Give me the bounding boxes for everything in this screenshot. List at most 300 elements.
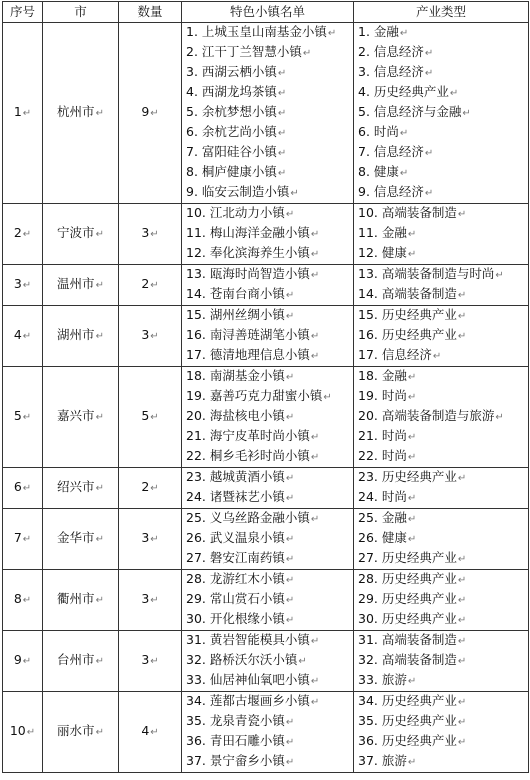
town-item [186, 488, 353, 508]
industry-item-text: 32. 高端装备制造 [358, 652, 457, 667]
town-list-cell [182, 306, 354, 367]
city-name-text: 衢州市 [57, 591, 95, 606]
city-cell [43, 23, 119, 204]
towns-table [2, 1, 529, 773]
industry-item-text: 23. 历史经典产业 [358, 469, 457, 484]
row-index-text: 2 [13, 225, 22, 240]
town-item [186, 285, 353, 305]
industry-item [358, 447, 528, 467]
town-item-text: 20. 海盐核电小镇 [186, 408, 285, 423]
town-item-text: 8. 桐庐健康小镇 [186, 164, 277, 179]
return-mark: ↵ [310, 249, 320, 260]
town-item-text: 25. 义乌丝路金融小镇 [186, 510, 310, 525]
industry-item-text: 22. 时尚 [358, 448, 407, 463]
return-mark: ↵ [407, 372, 417, 383]
town-item-text: 13. 瓯海时尚智造小镇 [186, 266, 310, 281]
return-mark: ↵ [285, 615, 295, 626]
city-name-text: 嘉兴市 [57, 408, 95, 423]
return-mark: ↵ [457, 331, 467, 342]
industry-item [358, 123, 528, 143]
return-mark: ↵ [457, 737, 467, 748]
city-name-text: 绍兴市 [57, 479, 95, 494]
row-index-text: 5 [13, 408, 22, 423]
town-item-text: 21. 海宁皮革时尚小镇 [186, 428, 310, 443]
return-mark: ↵ [22, 331, 32, 342]
industry-list-cell [354, 204, 529, 265]
town-count-text: 2 [141, 276, 150, 291]
return-mark: ↵ [22, 656, 32, 667]
row-index-cell [3, 692, 43, 773]
table-row [3, 631, 529, 692]
row-index [3, 103, 42, 123]
industry-item [358, 752, 528, 772]
industry-item-text: 4. 历史经典产业 [358, 84, 449, 99]
town-item-text: 9. 临安云制造小镇 [186, 184, 290, 199]
town-count [119, 722, 181, 742]
city-name-text: 宁波市 [57, 225, 95, 240]
industry-item-text: 11. 金融 [358, 225, 407, 240]
industry-item [358, 326, 528, 346]
industry-item-text: 1. 金融 [358, 24, 399, 39]
industry-item [358, 610, 528, 630]
industry-item-text: 8. 健康 [358, 164, 399, 179]
return-mark: ↵ [457, 209, 467, 220]
industry-list-cell [354, 265, 529, 306]
industry-item-text: 24. 时尚 [358, 489, 407, 504]
city-cell [43, 692, 119, 773]
row-index-cell [3, 509, 43, 570]
town-item [186, 103, 353, 123]
industry-list-cell [354, 306, 529, 367]
return-mark: ↵ [457, 697, 467, 708]
industry-item [358, 712, 528, 732]
return-mark: ↵ [22, 483, 32, 494]
return-mark: ↵ [95, 483, 104, 494]
return-mark: ↵ [457, 575, 467, 586]
town-item-text: 12. 奉化滨海养生小镇 [186, 245, 310, 260]
town-item [186, 63, 353, 83]
return-mark: ↵ [407, 452, 417, 463]
city-name [43, 651, 118, 671]
industry-item-text: 37. 旅游 [358, 753, 407, 768]
town-item-text: 7. 富阳硅谷小镇 [186, 144, 277, 159]
town-item [186, 306, 353, 326]
town-item [186, 387, 353, 407]
town-count [119, 590, 181, 610]
return-mark: ↵ [495, 412, 504, 423]
town-item [186, 671, 353, 691]
count-cell [119, 692, 182, 773]
return-mark: ↵ [150, 727, 159, 738]
count-cell [119, 265, 182, 306]
town-item-text: 30. 开化根缘小镇 [186, 611, 285, 626]
industry-item [358, 549, 528, 569]
industry-item-text: 15. 历史经典产业 [358, 307, 457, 322]
return-mark: ↵ [457, 636, 467, 647]
return-mark: ↵ [150, 412, 159, 423]
row-index-cell [3, 367, 43, 468]
industry-item [358, 488, 528, 508]
count-cell [119, 509, 182, 570]
header-city: 市 [43, 2, 119, 23]
return-mark: ↵ [95, 534, 104, 545]
row-index [3, 651, 42, 671]
town-count-text: 3 [141, 530, 150, 545]
town-item-text: 27. 磐安江南药镇 [186, 550, 285, 565]
return-mark: ↵ [407, 757, 417, 768]
town-count [119, 275, 181, 295]
count-cell [119, 306, 182, 367]
return-mark: ↵ [495, 270, 504, 281]
row-index-text: 1 [13, 104, 22, 119]
return-mark: ↵ [457, 615, 467, 626]
city-cell [43, 468, 119, 509]
table-row [3, 468, 529, 509]
return-mark: ↵ [407, 392, 417, 403]
return-mark: ↵ [457, 311, 467, 322]
industry-item-text: 25. 金融 [358, 510, 407, 525]
row-index-cell [3, 306, 43, 367]
town-item [186, 407, 353, 427]
town-item [186, 367, 353, 387]
industry-item-text: 19. 时尚 [358, 388, 407, 403]
industry-item [358, 346, 528, 366]
industry-item-text: 3. 信息经济 [358, 64, 424, 79]
row-index-cell [3, 204, 43, 265]
return-mark: ↵ [285, 493, 295, 504]
return-mark: ↵ [298, 656, 307, 667]
return-mark: ↵ [285, 595, 295, 606]
town-item-text: 31. 黄岩智能模具小镇 [186, 632, 310, 647]
return-mark: ↵ [457, 473, 467, 484]
town-item-text: 17. 德清地理信息小镇 [186, 347, 310, 362]
table-row [3, 692, 529, 773]
industry-item-text: 7. 信息经济 [358, 144, 424, 159]
town-item [186, 712, 353, 732]
town-item-text: 19. 嘉善巧克力甜蜜小镇 [186, 388, 323, 403]
header-row [3, 2, 529, 23]
return-mark: ↵ [407, 249, 417, 260]
return-mark: ↵ [150, 229, 159, 240]
town-item [186, 23, 353, 43]
town-list-cell [182, 509, 354, 570]
town-list-cell [182, 367, 354, 468]
table-row [3, 306, 529, 367]
row-index-text: 7 [13, 530, 22, 545]
city-cell [43, 306, 119, 367]
town-item [186, 163, 353, 183]
header-count: 数量 [119, 2, 182, 23]
industry-item [358, 427, 528, 447]
industry-item [358, 224, 528, 244]
return-mark: ↵ [277, 168, 287, 179]
town-item-text: 11. 梅山海洋金融小镇 [186, 225, 310, 240]
count-cell [119, 23, 182, 204]
return-mark: ↵ [424, 68, 434, 79]
return-mark: ↵ [22, 280, 32, 291]
return-mark: ↵ [424, 48, 434, 59]
row-index-text: 4 [13, 327, 22, 342]
return-mark: ↵ [285, 534, 295, 545]
return-mark: ↵ [95, 280, 104, 291]
city-name-text: 温州市 [57, 276, 95, 291]
return-mark: ↵ [457, 717, 467, 728]
city-name [43, 224, 118, 244]
town-item-text: 34. 莲都古堰画乡小镇 [186, 693, 310, 708]
town-item-text: 37. 景宁畲乡小镇 [186, 753, 285, 768]
return-mark: ↵ [424, 148, 434, 159]
town-item-text: 33. 仙居神仙氧吧小镇 [186, 672, 310, 687]
return-mark: ↵ [277, 88, 287, 99]
city-name [43, 407, 118, 427]
industry-item [358, 43, 528, 63]
return-mark: ↵ [150, 656, 159, 667]
table-row [3, 23, 529, 204]
return-mark: ↵ [310, 452, 320, 463]
return-mark: ↵ [407, 514, 417, 525]
town-item [186, 427, 353, 447]
town-list-cell [182, 631, 354, 692]
city-name [43, 326, 118, 346]
town-item [186, 204, 353, 224]
row-index [3, 275, 42, 295]
return-mark: ↵ [399, 168, 409, 179]
row-index-text: 10 [9, 723, 26, 738]
industry-list-cell [354, 367, 529, 468]
town-item [186, 631, 353, 651]
industry-list-cell [354, 509, 529, 570]
return-mark: ↵ [407, 432, 417, 443]
industry-item [358, 183, 528, 203]
city-cell [43, 509, 119, 570]
row-index-text: 9 [13, 652, 22, 667]
industry-item-text: 10. 高端装备制造 [358, 205, 457, 220]
header-town-list: 特色小镇名单 [182, 2, 354, 23]
industry-item-text: 36. 历史经典产业 [358, 733, 457, 748]
return-mark: ↵ [150, 108, 159, 119]
industry-item [358, 407, 528, 427]
row-index [3, 590, 42, 610]
row-index-cell [3, 265, 43, 306]
town-item-text: 35. 龙泉青瓷小镇 [186, 713, 285, 728]
row-index [3, 407, 42, 427]
industry-item [358, 590, 528, 610]
row-index [3, 529, 42, 549]
town-item-text: 3. 西湖云栖小镇 [186, 64, 277, 79]
town-item [186, 610, 353, 630]
count-cell [119, 570, 182, 631]
town-item [186, 326, 353, 346]
town-item-text: 14. 苍南台商小镇 [186, 286, 285, 301]
town-item-text: 4. 西湖龙坞茶镇 [186, 84, 277, 99]
town-count [119, 326, 181, 346]
town-count-text: 5 [141, 408, 150, 423]
return-mark: ↵ [302, 48, 312, 59]
return-mark: ↵ [310, 636, 320, 647]
city-name-text: 台州市 [57, 652, 95, 667]
industry-item-text: 27. 历史经典产业 [358, 550, 457, 565]
row-index-cell [3, 468, 43, 509]
return-mark: ↵ [407, 229, 417, 240]
city-cell [43, 265, 119, 306]
industry-item-text: 18. 金融 [358, 368, 407, 383]
industry-item [358, 509, 528, 529]
row-index-text: 8 [13, 591, 22, 606]
industry-item [358, 285, 528, 305]
return-mark: ↵ [285, 473, 295, 484]
town-count-text: 3 [141, 652, 150, 667]
return-mark: ↵ [22, 595, 32, 606]
row-index [3, 326, 42, 346]
return-mark: ↵ [285, 372, 295, 383]
count-cell [119, 367, 182, 468]
industry-item-text: 28. 历史经典产业 [358, 571, 457, 586]
town-item-text: 1. 上城玉皇山南基金小镇 [186, 24, 327, 39]
table-row [3, 570, 529, 631]
city-cell [43, 570, 119, 631]
industry-item [358, 83, 528, 103]
town-item-text: 28. 龙游红木小镇 [186, 571, 285, 586]
return-mark: ↵ [277, 68, 287, 79]
town-list-cell [182, 692, 354, 773]
industry-item-text: 5. 信息经济与金融 [358, 104, 462, 119]
industry-list-cell [354, 692, 529, 773]
town-item [186, 83, 353, 103]
industry-item-text: 9. 信息经济 [358, 184, 424, 199]
industry-item-text: 20. 高端装备制造与旅游 [358, 408, 495, 423]
industry-item [358, 387, 528, 407]
industry-item-text: 21. 时尚 [358, 428, 407, 443]
town-item [186, 590, 353, 610]
town-item [186, 570, 353, 590]
industry-item [358, 529, 528, 549]
return-mark: ↵ [462, 108, 471, 119]
town-item-text: 23. 越城黄酒小镇 [186, 469, 285, 484]
industry-item [358, 570, 528, 590]
industry-list-cell [354, 631, 529, 692]
return-mark: ↵ [22, 534, 32, 545]
city-name-text: 金华市 [57, 530, 95, 545]
town-count-text: 9 [141, 104, 150, 119]
return-mark: ↵ [150, 595, 159, 606]
return-mark: ↵ [285, 757, 295, 768]
industry-item-text: 12. 健康 [358, 245, 407, 260]
town-item [186, 752, 353, 772]
city-name [43, 103, 118, 123]
industry-item [358, 163, 528, 183]
row-index [3, 478, 42, 498]
return-mark: ↵ [323, 392, 332, 403]
town-item [186, 143, 353, 163]
row-index-text: 3 [13, 276, 22, 291]
town-count-text: 3 [141, 225, 150, 240]
industry-list-cell [354, 468, 529, 509]
town-count [119, 224, 181, 244]
return-mark: ↵ [399, 128, 409, 139]
count-cell [119, 631, 182, 692]
town-item [186, 549, 353, 569]
return-mark: ↵ [310, 432, 320, 443]
city-name [43, 529, 118, 549]
town-item [186, 224, 353, 244]
town-item [186, 468, 353, 488]
industry-item-text: 31. 高端装备制造 [358, 632, 457, 647]
town-item-text: 6. 余杭艺尚小镇 [186, 124, 277, 139]
industry-item-text: 2. 信息经济 [358, 44, 424, 59]
industry-item [358, 468, 528, 488]
return-mark: ↵ [95, 108, 104, 119]
return-mark: ↵ [432, 351, 442, 362]
return-mark: ↵ [310, 697, 320, 708]
town-item-text: 5. 余杭梦想小镇 [186, 104, 277, 119]
return-mark: ↵ [95, 595, 104, 606]
return-mark: ↵ [285, 209, 295, 220]
industry-item-text: 17. 信息经济 [358, 347, 432, 362]
town-list-cell [182, 468, 354, 509]
return-mark: ↵ [457, 554, 467, 565]
return-mark: ↵ [310, 270, 320, 281]
return-mark: ↵ [277, 108, 287, 119]
return-mark: ↵ [285, 412, 295, 423]
industry-item [358, 103, 528, 123]
return-mark: ↵ [95, 331, 104, 342]
return-mark: ↵ [310, 331, 320, 342]
count-cell [119, 204, 182, 265]
town-list-cell [182, 204, 354, 265]
row-index-text: 6 [13, 479, 22, 494]
row-index-cell [3, 570, 43, 631]
return-mark: ↵ [327, 28, 337, 39]
town-item-text: 26. 武义温泉小镇 [186, 530, 285, 545]
town-item [186, 123, 353, 143]
return-mark: ↵ [277, 128, 287, 139]
return-mark: ↵ [150, 280, 159, 291]
town-item-text: 10. 江北动力小镇 [186, 205, 285, 220]
return-mark: ↵ [457, 656, 467, 667]
return-mark: ↵ [290, 188, 299, 199]
return-mark: ↵ [310, 676, 320, 687]
town-item [186, 183, 353, 203]
return-mark: ↵ [150, 534, 159, 545]
return-mark: ↵ [407, 493, 417, 504]
return-mark: ↵ [285, 290, 295, 301]
industry-item-text: 30. 历史经典产业 [358, 611, 457, 626]
industry-item-text: 14. 高端装备制造 [358, 286, 457, 301]
town-count-text: 4 [141, 723, 150, 738]
return-mark: ↵ [95, 727, 104, 738]
header-index: 序号 [3, 2, 43, 23]
town-count-text: 3 [141, 591, 150, 606]
town-item-text: 16. 南浔善琏湖笔小镇 [186, 327, 310, 342]
industry-item [358, 244, 528, 264]
return-mark: ↵ [95, 229, 104, 240]
industry-item [358, 367, 528, 387]
return-mark: ↵ [407, 676, 417, 687]
return-mark: ↵ [22, 108, 32, 119]
town-item [186, 529, 353, 549]
return-mark: ↵ [95, 412, 104, 423]
return-mark: ↵ [310, 351, 320, 362]
town-list-cell [182, 265, 354, 306]
town-item [186, 265, 353, 285]
town-item [186, 692, 353, 712]
town-item [186, 346, 353, 366]
industry-item [358, 265, 528, 285]
industry-item [358, 692, 528, 712]
return-mark: ↵ [150, 483, 159, 494]
return-mark: ↵ [22, 229, 32, 240]
town-list-cell [182, 570, 354, 631]
